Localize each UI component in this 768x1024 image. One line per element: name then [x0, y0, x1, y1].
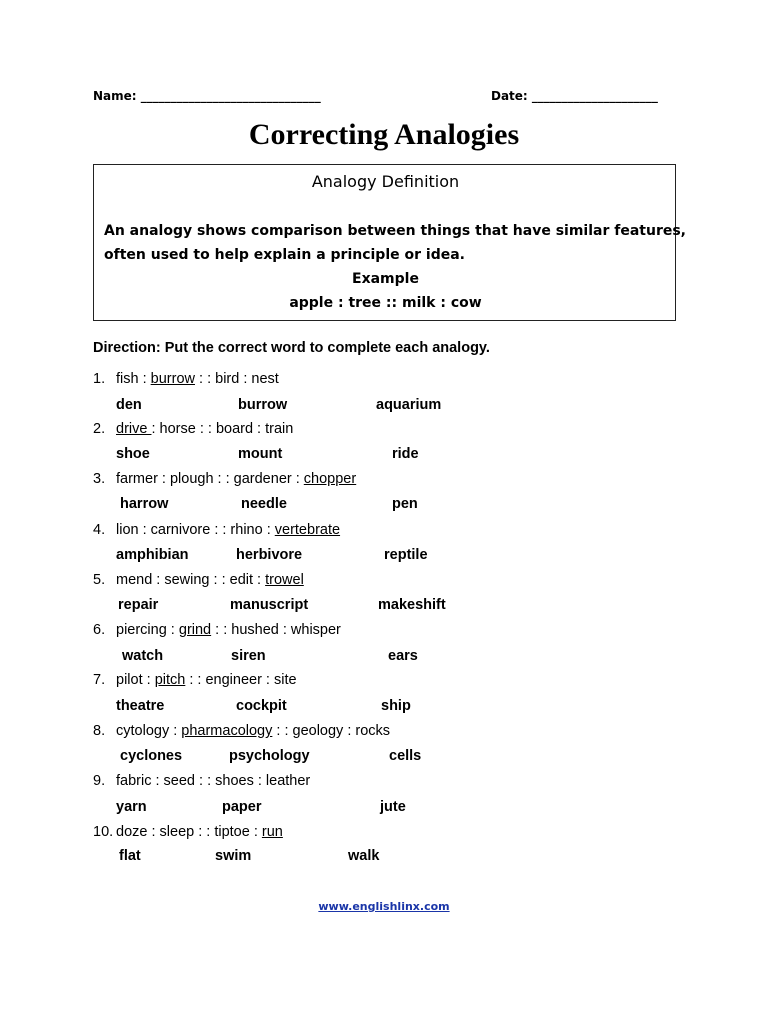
- option: shoe: [116, 446, 150, 462]
- underlined-word: burrow: [150, 371, 195, 387]
- option: reptile: [384, 547, 428, 563]
- option: paper: [222, 799, 262, 815]
- option: walk: [348, 848, 380, 864]
- option: flat: [119, 848, 141, 864]
- option: ride: [392, 446, 419, 462]
- option: harrow: [120, 496, 169, 512]
- date-field-label: Date: _____________________: [491, 89, 658, 103]
- option: den: [116, 397, 142, 413]
- definition-heading: Analogy Definition: [311, 172, 460, 191]
- option: swim: [215, 848, 252, 864]
- question-1: 1. fish : burrow : : bird : nest: [93, 371, 279, 387]
- option: mount: [238, 446, 283, 462]
- question-2: 2. drive : horse : : board : train: [93, 421, 294, 437]
- option: repair: [118, 597, 159, 613]
- question-10: 10. doze : sleep : : tiptoe : run: [93, 824, 283, 840]
- option: ship: [381, 698, 411, 714]
- option: cyclones: [120, 748, 183, 764]
- question-8: 8. cytology : pharmacology : : geology : rocks: [93, 723, 391, 739]
- option: watch: [122, 648, 164, 664]
- option: pen: [392, 496, 418, 512]
- question-5: 5. mend : sewing : : edit : trowel: [93, 572, 304, 588]
- question-7: 7. pilot : pitch : : engineer : site: [93, 672, 297, 688]
- option: makeshift: [378, 597, 446, 613]
- definition-line-1: An analogy shows comparison between things that have similar features,: [104, 223, 686, 239]
- option: needle: [241, 496, 287, 512]
- underlined-word: trowel: [265, 572, 304, 588]
- option: yarn: [116, 799, 147, 815]
- example-text: apple : tree :: milk : cow: [289, 295, 482, 311]
- underlined-word: run: [261, 824, 283, 840]
- footer-link[interactable]: www.englishlinx.com: [318, 900, 450, 913]
- underlined-word: pitch: [154, 672, 186, 688]
- underlined-word: chopper: [303, 471, 357, 487]
- option: psychology: [229, 748, 310, 764]
- option: ears: [388, 648, 418, 664]
- question-9: 9. fabric : seed : : shoes : leather: [93, 773, 311, 789]
- option: amphibian: [116, 547, 189, 563]
- name-field-label: Name: ______________________________: [93, 89, 321, 103]
- option: siren: [231, 648, 266, 664]
- direction-text: Direction: Put the correct word to complete each analogy.: [93, 340, 490, 356]
- option: theatre: [116, 698, 165, 714]
- example-label: Example: [352, 271, 419, 287]
- definition-line-2: often used to help explain a principle or idea.: [104, 247, 465, 263]
- question-3: 3. farmer : plough : : gardener : chopper: [93, 471, 357, 487]
- page-title: Correcting Analogies: [248, 118, 520, 151]
- underlined-word: drive: [116, 421, 152, 437]
- question-6: 6. piercing : grind : : hushed : whisper: [93, 622, 341, 638]
- underlined-word: vertebrate: [274, 522, 341, 538]
- question-4: 4. lion : carnivore : : rhino : vertebrate: [93, 522, 341, 538]
- option: cockpit: [236, 698, 287, 714]
- underlined-word: grind: [178, 622, 212, 638]
- option: manuscript: [230, 597, 309, 613]
- definition-box: [93, 164, 686, 321]
- option: herbivore: [236, 547, 303, 563]
- option: burrow: [238, 397, 288, 413]
- underlined-word: pharmacology: [181, 723, 273, 739]
- option: cells: [389, 748, 422, 764]
- option: aquarium: [376, 397, 442, 413]
- option: jute: [380, 799, 406, 815]
